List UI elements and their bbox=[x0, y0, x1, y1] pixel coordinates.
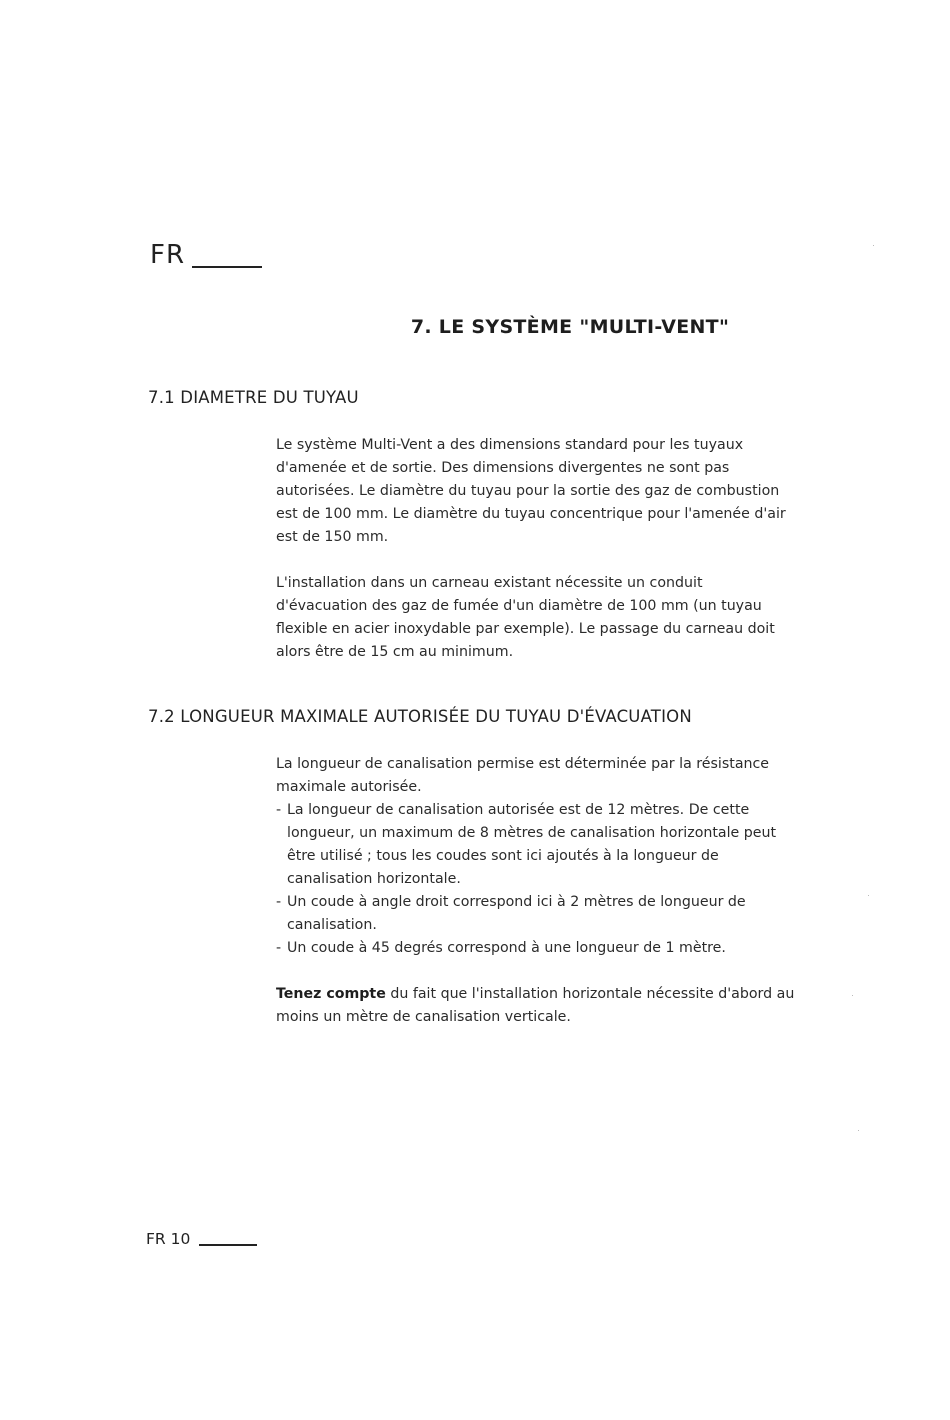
section-heading-7-2: 7.2 LONGUEUR MAXIMALE AUTORISÉE DU TUYAU D'ÉVACUATION bbox=[148, 707, 692, 726]
footer-rule bbox=[199, 1244, 257, 1246]
language-tag-rule bbox=[192, 266, 262, 268]
chapter-title: 7. LE SYSTÈME "MULTI-VENT" bbox=[410, 316, 730, 338]
section-heading-7-1: 7.1 DIAMETRE DU TUYAU bbox=[148, 388, 359, 407]
paragraph: Le système Multi-Vent a des dimensions standard pour les tuyaux d'amenée et de sortie. Des dimensions divergentes ne sont pas autorisées. Le diamètre du tuyau pour la sortie des gaz de combustion est de 100 mm. Le diamètre du tuyau concentrique pour l'amenée d'air est de 150 mm. bbox=[276, 437, 786, 545]
list-item: - Un coude à 45 degrés correspond à une longueur de 1 mètre. bbox=[276, 937, 796, 960]
scan-speck bbox=[868, 895, 869, 896]
bullet-list bbox=[276, 799, 796, 960]
list-item: - La longueur de canalisation autorisée est de 12 mètres. De cette longueur, un maximum de 8 mètres de canalisation horizontale peut être utilisé ; tous les coudes sont ici ajoutés à la longueur de canalisation horizontale. bbox=[276, 799, 796, 891]
scan-speck bbox=[873, 245, 874, 246]
footer-page-number: FR 10 bbox=[146, 1230, 191, 1248]
list-item: - Un coude à angle droit correspond ici à 2 mètres de longueur de canalisation. bbox=[276, 891, 796, 937]
note-text: du fait que l'installation horizontale nécessite d'abord au moins un mètre de canalisation verticale. bbox=[276, 986, 795, 1025]
note-emphasis: Tenez compte bbox=[276, 986, 386, 1002]
scan-speck bbox=[858, 1130, 859, 1131]
language-tag: FR bbox=[150, 240, 186, 270]
section-7-2-body bbox=[276, 753, 796, 1029]
section-7-1-body bbox=[276, 434, 796, 664]
paragraph: La longueur de canalisation permise est déterminée par la résistance maximale autorisée. bbox=[276, 756, 770, 795]
paragraph: L'installation dans un carneau existant nécessite un conduit d'évacuation des gaz de fumée d'un diamètre de 100 mm (un tuyau flexible en acier inoxydable par exemple). Le passage du carneau doit alors être de 15 cm au minimum. bbox=[276, 575, 775, 660]
scan-speck bbox=[852, 995, 853, 996]
note-paragraph bbox=[276, 983, 796, 1029]
